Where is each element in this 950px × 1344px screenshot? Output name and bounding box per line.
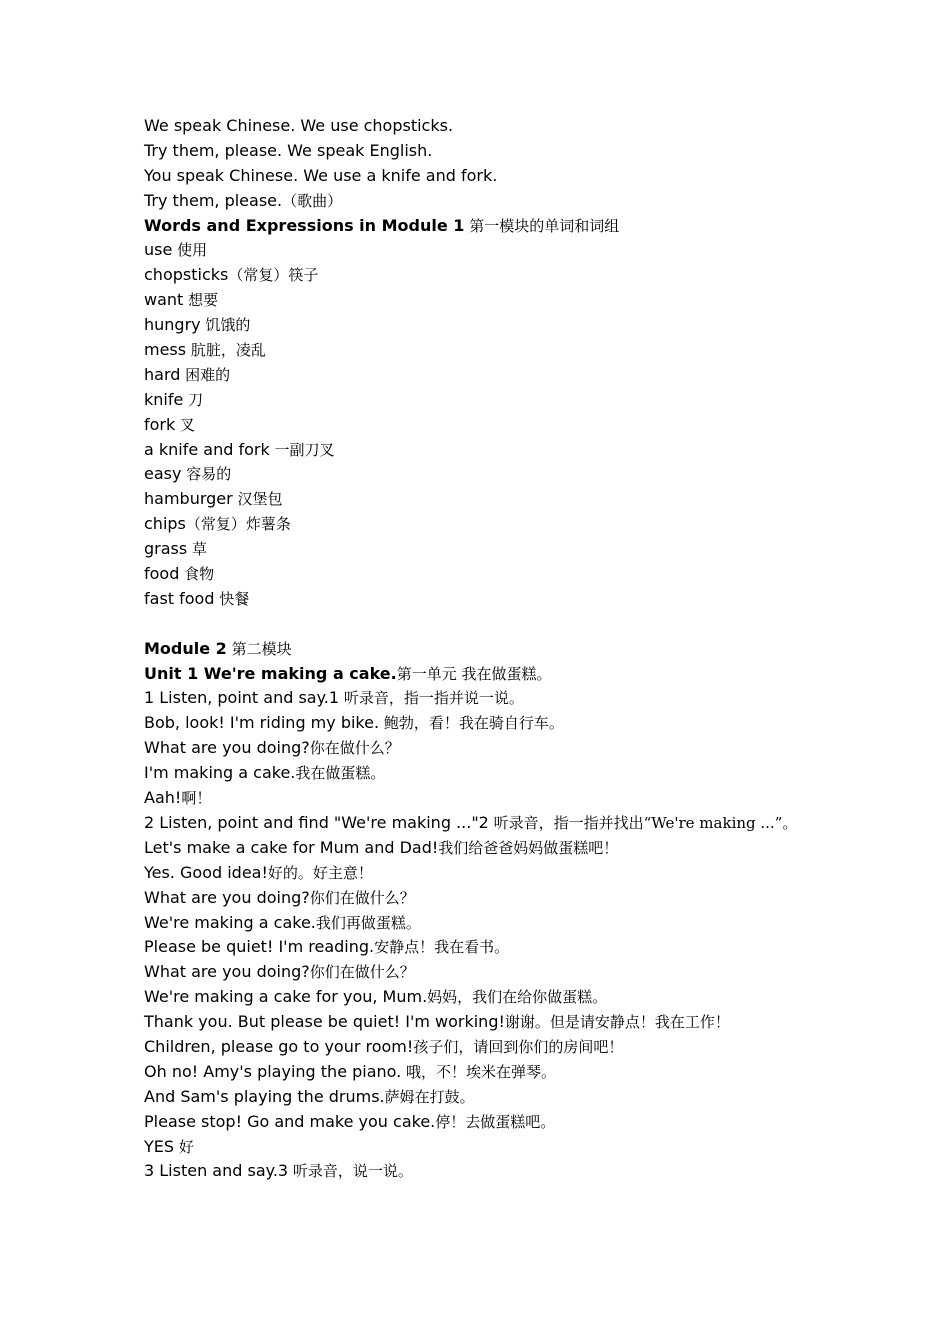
chinese-text: 容易的: [181, 465, 232, 484]
text-line: [144, 811, 804, 836]
chinese-text: 我们给爸爸妈妈做蛋糕吧！: [438, 838, 619, 857]
chinese-text: 想要: [183, 291, 219, 310]
chinese-text: 好: [174, 1137, 194, 1156]
text-line: [144, 935, 804, 960]
text-line: [144, 114, 804, 139]
text-line: [144, 736, 804, 761]
chinese-text: 孩子们，请回到你们的房间吧！: [413, 1037, 624, 1056]
text-line: [144, 189, 804, 214]
text-line: [144, 587, 804, 612]
english-text: hamburger: [144, 489, 233, 509]
english-text: Children, please go to your room!: [144, 1036, 414, 1056]
english-text: chopsticks: [144, 265, 229, 285]
english-text: Thank you. But please be quiet! I'm working!: [144, 1012, 505, 1032]
english-text: 3 Listen and say.3: [144, 1161, 289, 1181]
english-text: chips: [144, 514, 186, 534]
english-text: Let's make a cake for Mum and Dad!: [144, 837, 439, 857]
text-line: [144, 487, 804, 512]
chinese-text: 你们在做什么？: [309, 963, 415, 982]
text-line: [144, 886, 804, 911]
text-line: [144, 338, 804, 363]
text-line: [144, 1085, 804, 1110]
text-line: [144, 164, 804, 189]
english-text: hard: [144, 364, 181, 384]
chinese-text: 饥饿的: [200, 316, 251, 335]
chinese-text: 肮脏，凌乱: [186, 341, 266, 360]
english-text: Try them, please. We speak English.: [144, 140, 433, 160]
text-line: [144, 911, 804, 936]
english-text: hungry: [144, 315, 201, 335]
english-text: What are you doing?: [144, 962, 310, 982]
text-line: [144, 413, 804, 438]
english-text: We're making a cake.: [144, 912, 316, 932]
english-text: Yes. Good idea!: [144, 862, 268, 882]
english-text: We speak Chinese. We use chopsticks.: [144, 116, 454, 135]
chinese-text: 妈妈，我们在给你做蛋糕。: [427, 988, 608, 1007]
text-line: [144, 711, 804, 736]
english-text: Try them, please.: [144, 190, 283, 210]
chinese-text: 第一单元 我在做蛋糕。: [396, 664, 552, 683]
text-line: [144, 139, 804, 164]
text-line: [144, 537, 804, 562]
chinese-text: 一副刀叉: [269, 440, 335, 459]
text-line: [144, 861, 804, 886]
english-text: Please stop! Go and make you cake.: [144, 1111, 436, 1131]
chinese-text: 第一模块的单词和词组: [464, 216, 620, 235]
chinese-text: （常复）炸薯条: [185, 515, 291, 534]
chinese-text: （常复）筷子: [228, 266, 319, 285]
text-line: [144, 836, 804, 861]
chinese-text: 听录音，指一指并说一说。: [339, 689, 524, 708]
text-line: [144, 1135, 804, 1160]
english-text: What are you doing?: [144, 738, 310, 758]
chinese-text: 使用: [172, 241, 208, 260]
english-text: You speak Chinese. We use a knife and fork.: [144, 165, 498, 185]
chinese-text: （歌曲）: [282, 191, 343, 210]
english-text: use: [144, 240, 173, 260]
chinese-text: 我在做蛋糕。: [295, 764, 386, 783]
blank-line: [144, 612, 804, 637]
chinese-text: 谢谢。但是请安静点！我在工作！: [504, 1013, 730, 1032]
english-text: want: [144, 290, 184, 310]
text-line: [144, 985, 804, 1010]
english-text: mess: [144, 340, 187, 360]
chinese-text: 鲍勃，看！我在骑自行车。: [379, 714, 564, 733]
text-line: [144, 786, 804, 811]
chinese-text: 萨姆在打鼓。: [384, 1087, 475, 1106]
english-text: Words and Expressions in Module 1: [144, 215, 465, 235]
text-line: [144, 388, 804, 413]
english-text: food: [144, 564, 180, 584]
chinese-text: 汉堡包: [232, 490, 283, 509]
text-line: [144, 562, 804, 587]
chinese-text: 快餐: [214, 589, 250, 608]
text-line: [144, 686, 804, 711]
chinese-text: 我们再做蛋糕。: [315, 913, 421, 932]
document-body: [144, 114, 804, 1184]
chinese-text: 你们在做什么？: [309, 888, 415, 907]
english-text: easy: [144, 464, 182, 484]
chinese-text: 啊！: [181, 789, 212, 808]
chinese-text: 食物: [179, 565, 215, 584]
english-text: Unit 1 We're making a cake.: [144, 663, 397, 683]
english-text: 2 Listen, point and find "We're making ..."2: [144, 812, 489, 832]
chinese-text: 好的。好主意！: [267, 863, 373, 882]
chinese-text: 第二模块: [226, 639, 292, 658]
text-line: [144, 662, 804, 687]
english-text: grass: [144, 539, 188, 559]
english-text: a knife and fork: [144, 439, 270, 459]
text-line: [144, 263, 804, 288]
english-text: knife: [144, 389, 184, 409]
text-line: [144, 637, 804, 662]
english-text: Bob, look! I'm riding my bike.: [144, 713, 380, 733]
english-text: We're making a cake for you, Mum.: [144, 987, 428, 1007]
english-text: YES: [144, 1136, 175, 1156]
text-line: [144, 1060, 804, 1085]
english-text: 1 Listen, point and say.1: [144, 688, 340, 708]
english-text: I'm making a cake.: [144, 763, 296, 783]
text-line: [144, 1110, 804, 1135]
chinese-text: 哦，不！埃米在弹琴。: [401, 1062, 557, 1081]
english-text: Aah!: [144, 788, 182, 808]
text-line: [144, 761, 804, 786]
chinese-text: 听录音，指一指并找出“We're making ...”。: [488, 813, 798, 832]
chinese-text: 听录音，说一说。: [288, 1162, 413, 1181]
text-line: [144, 288, 804, 313]
english-text: And Sam's playing the drums.: [144, 1086, 385, 1106]
text-line: [144, 1159, 804, 1184]
text-line: [144, 462, 804, 487]
chinese-text: 困难的: [180, 365, 231, 384]
english-text: Please be quiet! I'm reading.: [144, 937, 375, 957]
text-line: [144, 512, 804, 537]
chinese-text: 停！去做蛋糕吧。: [435, 1112, 556, 1131]
text-line: [144, 313, 804, 338]
text-line: [144, 438, 804, 463]
text-line: [144, 214, 804, 239]
text-line: [144, 960, 804, 985]
chinese-text: 刀: [183, 390, 204, 409]
english-text: What are you doing?: [144, 887, 310, 907]
text-line: [144, 1010, 804, 1035]
chinese-text: 叉: [175, 415, 196, 434]
text-line: [144, 238, 804, 263]
text-line: [144, 363, 804, 388]
english-text: Module 2: [144, 638, 227, 658]
english-text: Oh no! Amy's playing the piano.: [144, 1061, 402, 1081]
text-line: [144, 1035, 804, 1060]
english-text: fast food: [144, 588, 215, 608]
chinese-text: 你在做什么？: [309, 739, 400, 758]
chinese-text: 草: [187, 540, 207, 559]
chinese-text: 安静点！我在看书。: [374, 938, 510, 957]
english-text: fork: [144, 414, 176, 434]
